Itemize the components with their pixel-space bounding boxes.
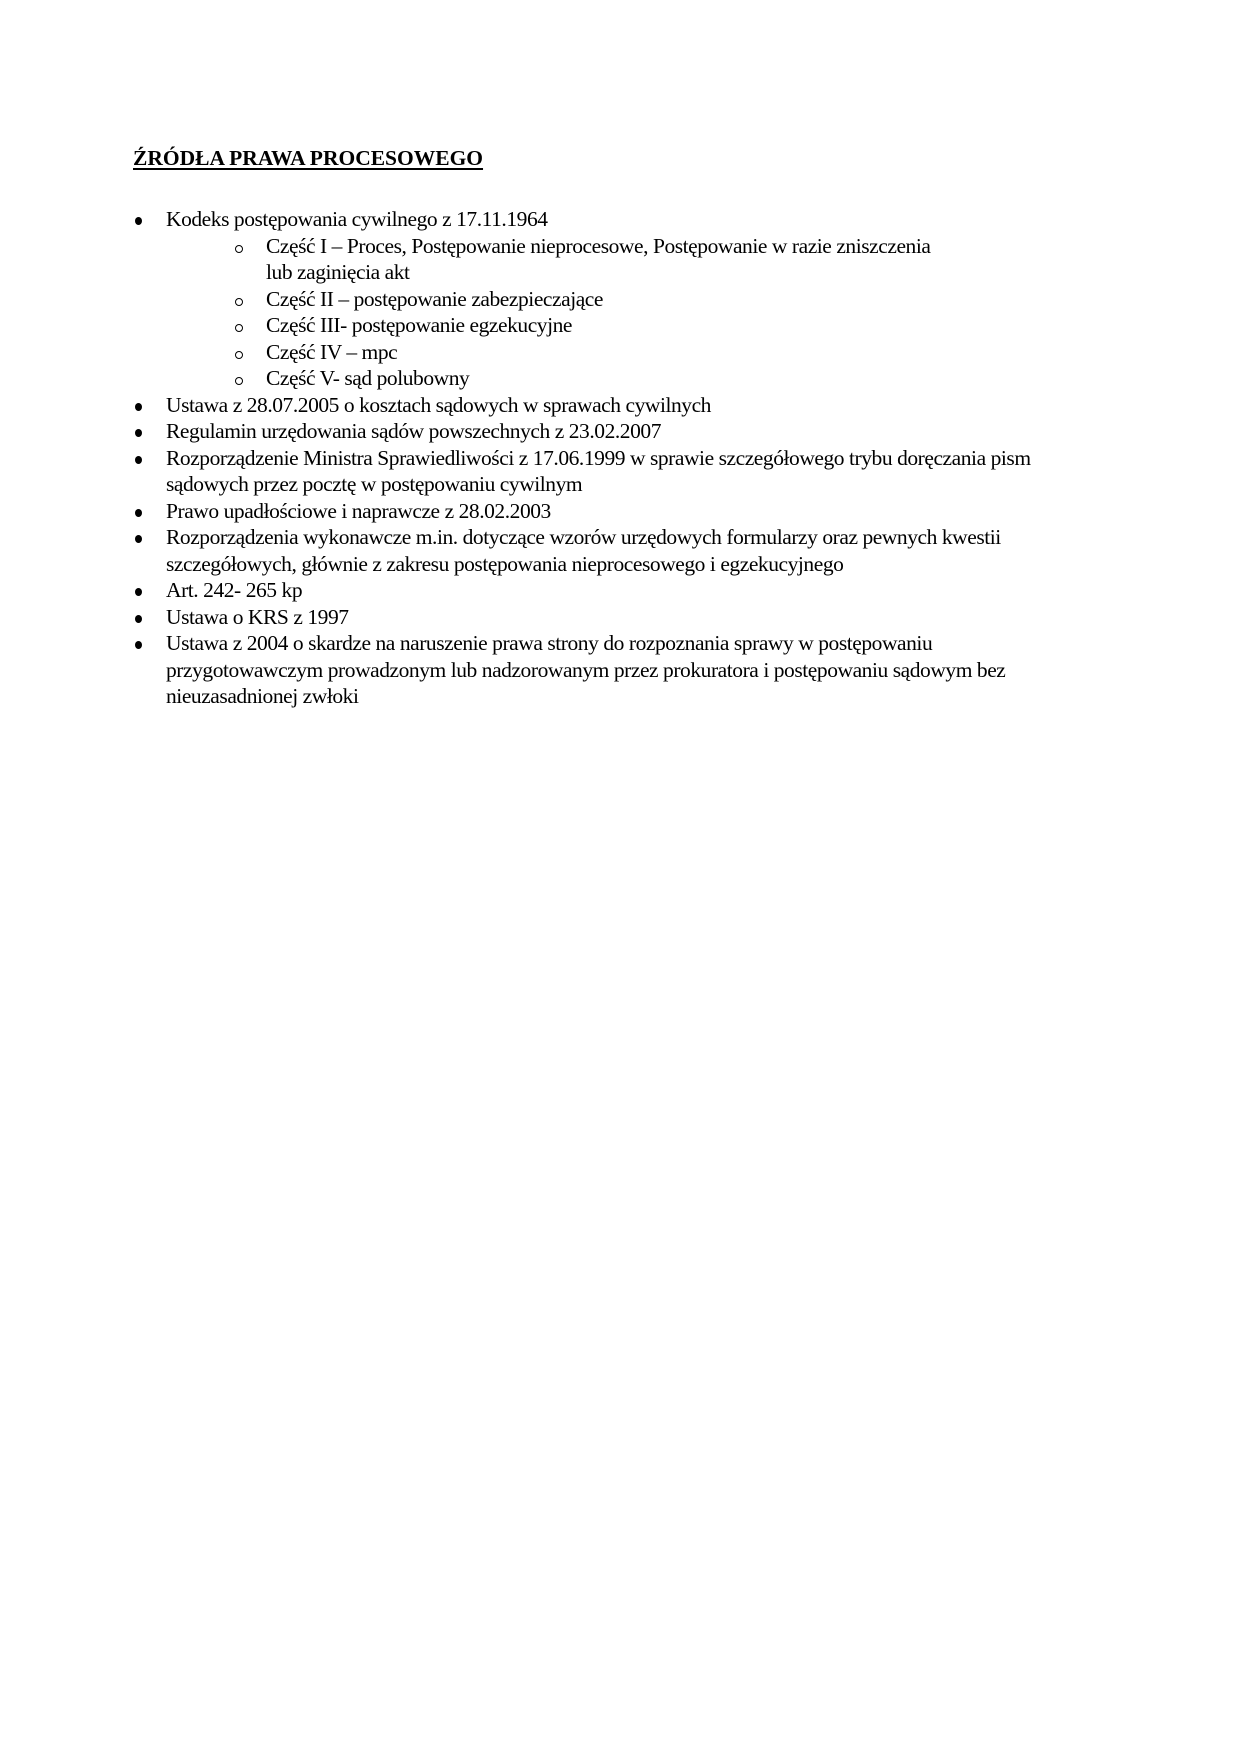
bullet-icon xyxy=(135,588,142,596)
sublist-item-text: Część III- postępowanie egzekucyjne xyxy=(266,313,573,337)
list-item xyxy=(133,392,1093,419)
bullet-icon xyxy=(135,509,142,517)
sublist-item-text: Część V- sąd polubowny xyxy=(266,366,470,390)
circle-bullet-icon xyxy=(235,245,243,253)
list-item xyxy=(133,630,1093,710)
list-item-text: Regulamin urzędowania sądów powszechnych z 23.02.2007 xyxy=(166,419,661,443)
list-item xyxy=(133,206,1093,392)
bullet-icon xyxy=(135,217,142,225)
sublist xyxy=(133,233,1093,392)
bullet-icon xyxy=(135,456,142,464)
document-title: ŹRÓDŁA PRAWA PROCESOWEGO xyxy=(133,146,484,170)
list-item xyxy=(133,445,1093,498)
sublist-item-text: Część I – Proces, Postępowanie nieprocesowe, Postępowanie w razie zniszczenia lub zaginięcia akt xyxy=(266,233,931,284)
list-item xyxy=(133,418,1093,445)
circle-bullet-icon xyxy=(235,351,243,359)
list-item-text: Ustawa z 2004 o skardze na naruszenie prawa strony do rozpoznania sprawy w postępowaniu przygotowawczym prowadzonym lub nadzorowanym przez prokuratora i postępowaniu sądowym bez nieuzasadnionej zwłoki xyxy=(166,631,1006,708)
sublist-item-text: Część II – postępowanie zabezpieczające xyxy=(266,286,603,311)
sublist-item xyxy=(133,365,1093,392)
list-item xyxy=(133,604,1093,631)
list-item xyxy=(133,498,1093,525)
bullet-icon xyxy=(135,535,142,543)
list-item-text: Prawo upadłościowe i naprawcze z 28.02.2003 xyxy=(166,498,551,523)
list-item-text: Art. 242- 265 kp xyxy=(166,578,303,602)
list-item-text: Rozporządzenia wykonawcze m.in. dotyczące wzorów urzędowych formularzy oraz pewnych kwestii szczegółowych, głównie z zakresu postępowania nieprocesowego i egzekucyjnego xyxy=(166,525,1001,576)
list-item-text: Ustawa z 28.07.2005 o kosztach sądowych w sprawach cywilnych xyxy=(166,392,711,417)
circle-bullet-icon xyxy=(235,298,243,306)
list-item xyxy=(133,524,1093,577)
bullet-icon xyxy=(135,403,142,411)
bullet-icon xyxy=(135,615,142,623)
sublist-item xyxy=(133,286,1093,313)
list-item xyxy=(133,577,1093,604)
list-item-text: Ustawa o KRS z 1997 xyxy=(166,604,349,629)
sublist-item xyxy=(133,312,1093,339)
circle-bullet-icon xyxy=(235,377,243,385)
list-item-text: Rozporządzenie Ministra Sprawiedliwości z 17.06.1999 w sprawie szczegółowego trybu doręczania pism sądowych przez pocztę w postępowaniu cywilnym xyxy=(166,445,1031,496)
sources-list xyxy=(133,206,1093,710)
bullet-icon xyxy=(135,429,142,437)
bullet-icon xyxy=(135,641,142,649)
circle-bullet-icon xyxy=(235,324,243,332)
sublist-item xyxy=(133,233,1093,286)
sublist-item xyxy=(133,339,1093,366)
list-item-text: Kodeks postępowania cywilnego z 17.11.1964 xyxy=(166,207,548,231)
sublist-item-text: Część IV – mpc xyxy=(266,339,398,364)
